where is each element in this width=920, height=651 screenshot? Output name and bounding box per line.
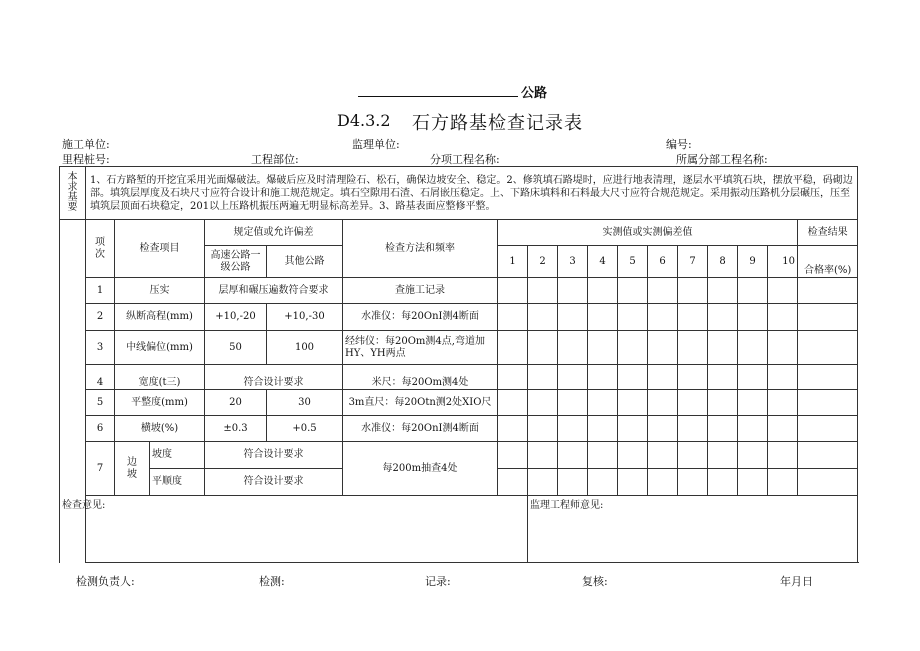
measure-cell[interactable] xyxy=(558,469,588,496)
row-spec-highway: ±0.3 xyxy=(205,416,267,442)
row-spec: 符合设计要求 xyxy=(205,365,343,390)
opinions-row xyxy=(60,496,858,563)
row-spec-other: 30 xyxy=(267,390,343,416)
row-item: 横坡(%) xyxy=(115,416,205,442)
measured-col-2: 2 xyxy=(528,246,558,278)
measure-cell[interactable] xyxy=(648,365,678,390)
row-no: 7 xyxy=(86,442,115,496)
left-margin-cell xyxy=(60,220,86,563)
measured-header: 实测值或实测偏差值 xyxy=(498,220,798,246)
measure-cell[interactable] xyxy=(708,442,738,469)
result-cell[interactable] xyxy=(798,304,858,331)
review-label: 复核: xyxy=(582,575,608,588)
measured-col-3: 3 xyxy=(558,246,588,278)
measure-cell[interactable] xyxy=(618,442,648,469)
table-row xyxy=(60,365,858,390)
form-title: 石方路基检查记录表 xyxy=(412,113,583,134)
pass-rate-header: 合格率(%) xyxy=(798,246,858,278)
measure-cell[interactable] xyxy=(498,278,528,304)
measured-col-8: 8 xyxy=(708,246,738,278)
table-row xyxy=(60,278,858,304)
measured-col-7: 7 xyxy=(678,246,708,278)
measure-cell[interactable] xyxy=(738,442,768,469)
row-item: 宽度(t三) xyxy=(115,365,205,390)
measure-cell[interactable] xyxy=(678,390,708,416)
road-name-underline xyxy=(358,96,518,97)
measure-cell[interactable] xyxy=(648,416,678,442)
requirements-label: 本 求 基 要 xyxy=(60,167,86,220)
measure-cell[interactable] xyxy=(768,469,798,496)
measured-col-6: 6 xyxy=(648,246,678,278)
measure-cell[interactable] xyxy=(588,390,618,416)
measure-cell[interactable] xyxy=(528,365,558,390)
measured-col-5: 5 xyxy=(618,246,648,278)
measure-cell[interactable] xyxy=(678,442,708,469)
measure-cell[interactable] xyxy=(618,331,648,365)
measure-cell[interactable] xyxy=(678,278,708,304)
measure-cell[interactable] xyxy=(618,278,648,304)
table-row xyxy=(60,304,858,331)
slope-smoothness-label: 平顺度 xyxy=(150,469,205,496)
measure-cell[interactable] xyxy=(588,469,618,496)
item-no-header: 项 次 xyxy=(86,220,115,278)
result-cell[interactable] xyxy=(798,442,858,469)
measure-cell[interactable] xyxy=(738,278,768,304)
measure-cell[interactable] xyxy=(648,390,678,416)
measure-cell[interactable] xyxy=(738,365,768,390)
result-cell[interactable] xyxy=(798,469,858,496)
table-row xyxy=(60,390,858,416)
supervisor-opinion-label: 监理工程师意见: xyxy=(530,500,604,511)
measure-cell[interactable] xyxy=(498,390,528,416)
record-label: 记录: xyxy=(425,575,451,588)
measure-cell[interactable] xyxy=(588,416,618,442)
requirements-text: 1、石方路堑的开挖宜采用光面爆破法。爆破后应及时清理险石、松石，确保边坡安全、稳定。2、修筑填石路堤时，应进行地表清理，逐层水平填筑石块，摆放平稳，码砌边部。填筑层厚度及石块尺寸应符合设计和施工规范规定。填石空隙用石渣、石屑嵌压稳定。上、下路床填料和石料最大尺寸应符合规范规定。采用振动压路机分层碾压，压至填筑层顶面石块稳定，201以上压路机振压两遍无明显标高差异。3、路基表面应整修平整。 xyxy=(86,167,858,220)
inspection-table xyxy=(59,166,858,563)
row-no: 6 xyxy=(86,416,115,442)
measured-col-1: 1 xyxy=(498,246,528,278)
measure-cell[interactable] xyxy=(738,331,768,365)
measure-cell[interactable] xyxy=(558,442,588,469)
sub-item-name-label: 分项工程名称: xyxy=(430,153,500,166)
slope-grade-label: 坡度 xyxy=(150,442,205,469)
row-method: 米尺：每20Om测4处 xyxy=(343,365,498,390)
measured-col-9: 9 xyxy=(738,246,768,278)
row-method: 3m直尺：每20Otn测2处XIO尺 xyxy=(343,390,498,416)
result-cell[interactable] xyxy=(798,365,858,390)
result-cell[interactable] xyxy=(798,416,858,442)
row-item: 压实 xyxy=(115,278,205,304)
table-row xyxy=(60,416,858,442)
row-spec-highway: 50 xyxy=(205,331,267,365)
measure-cell[interactable] xyxy=(648,442,678,469)
spec-other-header: 其他公路 xyxy=(267,246,343,278)
row-method: 每200m抽查4处 xyxy=(343,442,498,496)
measure-cell[interactable] xyxy=(498,304,528,331)
measure-cell[interactable] xyxy=(558,331,588,365)
measure-cell[interactable] xyxy=(768,365,798,390)
measure-cell[interactable] xyxy=(738,469,768,496)
measure-cell[interactable] xyxy=(708,278,738,304)
measure-cell[interactable] xyxy=(588,304,618,331)
table-row xyxy=(60,331,858,365)
measure-cell[interactable] xyxy=(528,278,558,304)
measure-cell[interactable] xyxy=(528,390,558,416)
measure-cell[interactable] xyxy=(678,416,708,442)
spec-highway-header: 高速公路一级公路 xyxy=(205,246,267,278)
requirements-row xyxy=(60,167,858,220)
result-cell[interactable] xyxy=(798,278,858,304)
row-no: 2 xyxy=(86,304,115,331)
inspection-opinion-box[interactable] xyxy=(62,496,528,563)
supervisor-opinion-box[interactable] xyxy=(528,496,858,563)
measure-cell[interactable] xyxy=(558,365,588,390)
measure-cell[interactable] xyxy=(588,442,618,469)
measure-cell[interactable] xyxy=(708,304,738,331)
measure-cell[interactable] xyxy=(708,331,738,365)
row-spec-highway: 20 xyxy=(205,390,267,416)
check-item-header: 检查项目 xyxy=(115,220,205,278)
measure-cell[interactable] xyxy=(678,365,708,390)
measure-cell[interactable] xyxy=(558,416,588,442)
measure-cell[interactable] xyxy=(708,365,738,390)
measure-cell[interactable] xyxy=(708,416,738,442)
measure-cell[interactable] xyxy=(558,390,588,416)
measure-cell[interactable] xyxy=(588,278,618,304)
mileage-label: 里程桩号: xyxy=(62,153,110,166)
row-item: 平整度(mm) xyxy=(115,390,205,416)
measure-cell[interactable] xyxy=(558,304,588,331)
measure-cell[interactable] xyxy=(618,304,648,331)
row-spec-highway: +10,-20 xyxy=(205,304,267,331)
row-item: 纵断高程(mm) xyxy=(115,304,205,331)
row-item: 中线偏位(mm) xyxy=(115,331,205,365)
row-spec-other: +10,-30 xyxy=(267,304,343,331)
measure-cell[interactable] xyxy=(708,390,738,416)
measure-cell[interactable] xyxy=(678,304,708,331)
project-part-label: 工程部位: xyxy=(251,153,299,166)
measure-cell[interactable] xyxy=(618,365,648,390)
measured-col-10: 10 xyxy=(768,246,798,278)
measure-cell[interactable] xyxy=(678,469,708,496)
measure-cell[interactable] xyxy=(648,469,678,496)
measure-cell[interactable] xyxy=(648,331,678,365)
row-method: 查施工记录 xyxy=(343,278,498,304)
spec-header: 规定值或允许偏差 xyxy=(205,220,343,246)
row-method: 水准仪：每20OnI测4断面 xyxy=(343,416,498,442)
inspection-opinion-label: 检查意见: xyxy=(62,500,106,511)
measure-cell[interactable] xyxy=(768,331,798,365)
row-no: 1 xyxy=(86,278,115,304)
measure-cell[interactable] xyxy=(498,469,528,496)
slope-group-label: 边 坡 xyxy=(115,442,150,496)
measure-cell[interactable] xyxy=(738,390,768,416)
supervision-unit-label: 监理单位: xyxy=(352,138,400,151)
test-label: 检测: xyxy=(259,575,285,588)
measure-cell[interactable] xyxy=(498,442,528,469)
measure-cell[interactable] xyxy=(498,331,528,365)
measure-cell[interactable] xyxy=(498,416,528,442)
row-no: 4 xyxy=(86,365,115,390)
table-row xyxy=(60,442,858,469)
measure-cell[interactable] xyxy=(588,331,618,365)
date-label: 年月日 xyxy=(780,575,813,588)
result-header: 检查结果 xyxy=(798,220,858,246)
measure-cell[interactable] xyxy=(618,469,648,496)
table-header-row xyxy=(60,220,858,246)
measure-cell[interactable] xyxy=(528,331,558,365)
measure-cell[interactable] xyxy=(708,469,738,496)
measure-cell[interactable] xyxy=(498,365,528,390)
measure-cell[interactable] xyxy=(738,304,768,331)
measure-cell[interactable] xyxy=(618,416,648,442)
measure-cell[interactable] xyxy=(528,442,558,469)
measure-cell[interactable] xyxy=(528,469,558,496)
sub-division-name-label: 所属分部工程名称: xyxy=(676,153,768,166)
measure-cell[interactable] xyxy=(768,390,798,416)
row-no: 5 xyxy=(86,390,115,416)
measure-cell[interactable] xyxy=(678,331,708,365)
measure-cell[interactable] xyxy=(768,278,798,304)
measure-cell[interactable] xyxy=(768,442,798,469)
row-method: 水准仪：每20OnI测4断面 xyxy=(343,304,498,331)
measure-cell[interactable] xyxy=(648,278,678,304)
slope-grade-spec: 符合设计要求 xyxy=(205,442,343,469)
measure-cell[interactable] xyxy=(738,416,768,442)
slope-smoothness-spec: 符合设计要求 xyxy=(205,469,343,496)
measure-cell[interactable] xyxy=(588,365,618,390)
row-spec-other: +0.5 xyxy=(267,416,343,442)
measure-cell[interactable] xyxy=(528,416,558,442)
road-suffix: 公路 xyxy=(521,86,548,101)
test-lead-label: 检测负责人: xyxy=(76,575,135,588)
form-code: D4.3.2 xyxy=(337,111,391,130)
row-spec-other: 100 xyxy=(267,331,343,365)
measure-cell[interactable] xyxy=(768,304,798,331)
measure-cell[interactable] xyxy=(618,390,648,416)
measure-cell[interactable] xyxy=(528,304,558,331)
result-cell[interactable] xyxy=(798,390,858,416)
measure-cell[interactable] xyxy=(648,304,678,331)
construction-unit-label: 施工单位: xyxy=(62,138,110,151)
serial-number-label: 编号: xyxy=(666,138,692,151)
row-spec: 层厚和碾压遍数符合要求 xyxy=(205,278,343,304)
row-no: 3 xyxy=(86,331,115,365)
measured-col-4: 4 xyxy=(588,246,618,278)
method-header: 检查方法和频率 xyxy=(343,220,498,278)
row-method: 经纬仪：每20Om测4点,弯道加HY、YH两点 xyxy=(343,331,498,365)
measure-cell[interactable] xyxy=(768,416,798,442)
measure-cell[interactable] xyxy=(558,278,588,304)
result-cell[interactable] xyxy=(798,331,858,365)
